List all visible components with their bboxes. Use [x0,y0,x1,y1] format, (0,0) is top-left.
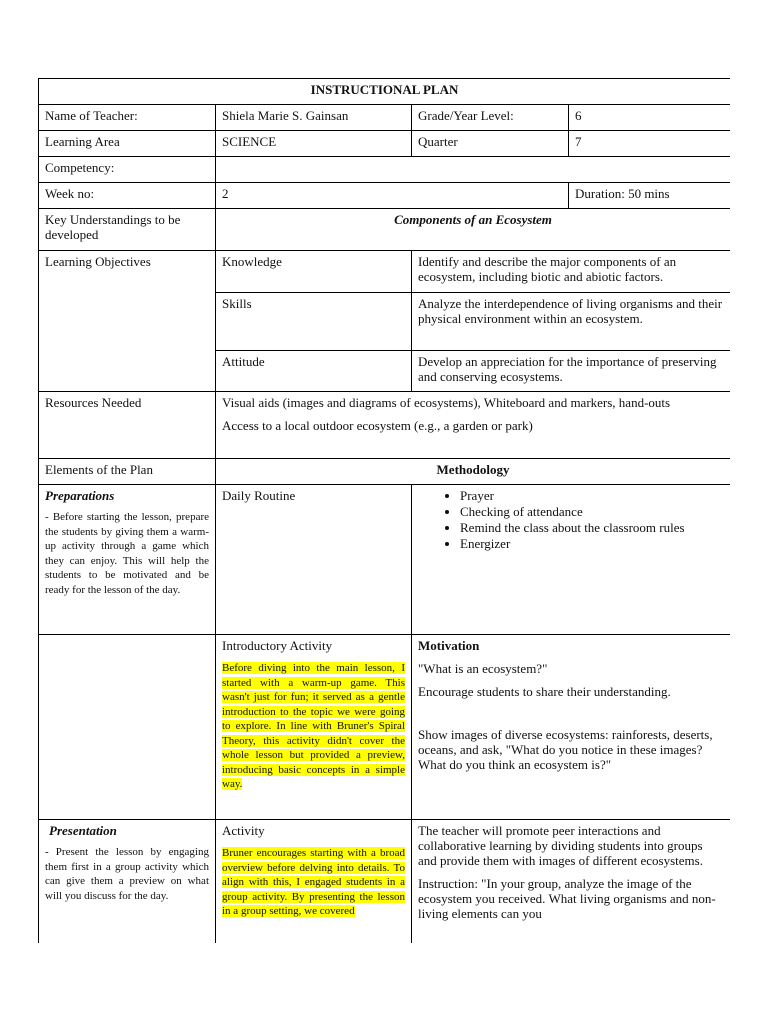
intro-highlight-text: Before diving into the main lesson, I started with a warm-up game. This wasn't just for fun; it served as a gentle introduction to the topic we were going to explore. In line with Bruner's Spiral Theory, this activity didn't cover the whole lesson but provided a preview, introducing basic concepts in a simple way. [222,662,405,790]
skills-label: Skills [216,293,412,351]
presentation-highlight-text: Bruner encourages starting with a broad overview before delving into details. To align with this, I engaged students in a group activity. By presenting the lesson in a group setting, we covered [222,847,405,917]
week-value: 2 [216,183,569,209]
presentation-cell [39,820,216,944]
area-label: Learning Area [39,131,216,157]
presentation-note: - Present the lesson by engaging them first in a group activity which can give them a preview on what will you discuss for the day. [45,846,209,902]
preparations-heading: Preparations [45,488,115,503]
preparations-note: - Before starting the lesson, prepare the students by giving them a warm-up activity through a game which they can enjoy. This will help the students to be motivated and be ready for the lesson of the day. [45,511,209,596]
skills-value: Analyze the interdependence of living organisms and their physical environment within an ecosystem. [412,293,731,351]
motivation-question: "What is an ecosystem?" [418,661,548,676]
attitude-label: Attitude [216,351,412,392]
methodology-label: Methodology [216,459,731,485]
plan-title: INSTRUCTIONAL PLAN [39,79,731,105]
presentation-teacher-cell [412,820,731,944]
motivation-encourage: Encourage students to share their understanding. [418,684,671,699]
presentation-activity-cell [216,820,412,944]
resources-label: Resources Needed [39,392,216,459]
resources-value [216,392,731,459]
intro-activity-note [222,661,405,792]
intro-empty-cell [39,635,216,820]
duration: Duration: 50 mins [569,183,731,209]
teacher-label: Name of Teacher: [39,105,216,131]
presentation-heading: Presentation [49,823,117,838]
list-item: • Energizer [460,536,724,551]
resources-line-1: Visual aids (images and diagrams of ecosystems), Whiteboard and markers, hand-outs [222,395,671,410]
quarter-label: Quarter [412,131,569,157]
area-value: SCIENCE [216,131,412,157]
presentation-teacher-text: The teacher will promote peer interactions and collaborative learning by dividing students into groups and provide them with images of different ecosystems. [418,823,703,868]
plan-table [38,78,730,943]
grade-value: 6 [569,105,731,131]
list-item: • Remind the class about the classroom rules [460,520,724,535]
motivation-cell [412,635,731,820]
objectives-label: Learning Objectives [39,251,216,392]
week-label: Week no: [39,183,216,209]
motivation-show-images: Show images of diverse ecosystems: rainforests, deserts, oceans, and ask, "What do you notice in these images? What do you think an ecosystem is?" [418,727,713,772]
daily-routine-label: Daily Routine [216,485,412,635]
teacher-value: Shiela Marie S. Gainsan [216,105,412,131]
daily-routine-list [418,488,724,551]
competency-value [216,157,731,183]
list-item: • Checking of attendance [460,504,724,519]
motivation-heading: Motivation [418,638,480,653]
presentation-activity-note [222,846,405,919]
resources-line-2: Access to a local outdoor ecosystem (e.g., a garden or park) [222,418,533,433]
list-item: • Prayer [460,488,724,503]
daily-routine-list-cell [412,485,731,635]
elements-label: Elements of the Plan [39,459,216,485]
key-understandings-value: Components of an Ecosystem [216,209,731,251]
preparations-cell [39,485,216,635]
intro-activity-cell [216,635,412,820]
intro-activity-label: Introductory Activity [222,638,333,653]
quarter-value: 7 [569,131,731,157]
presentation-instruction: Instruction: "In your group, analyze the image of the ecosystem you received. What living organisms and non-living elements can you [418,876,716,921]
grade-label: Grade/Year Level: [412,105,569,131]
knowledge-label: Knowledge [216,251,412,293]
competency-label: Competency: [39,157,216,183]
knowledge-value: Identify and describe the major components of an ecosystem, including biotic and abiotic factors. [412,251,731,293]
presentation-activity-label: Activity [222,823,265,838]
instructional-plan-sheet [38,78,730,943]
attitude-value: Develop an appreciation for the importance of preserving and conserving ecosystems. [412,351,731,392]
key-understandings-label: Key Understandings to be developed [39,209,216,251]
